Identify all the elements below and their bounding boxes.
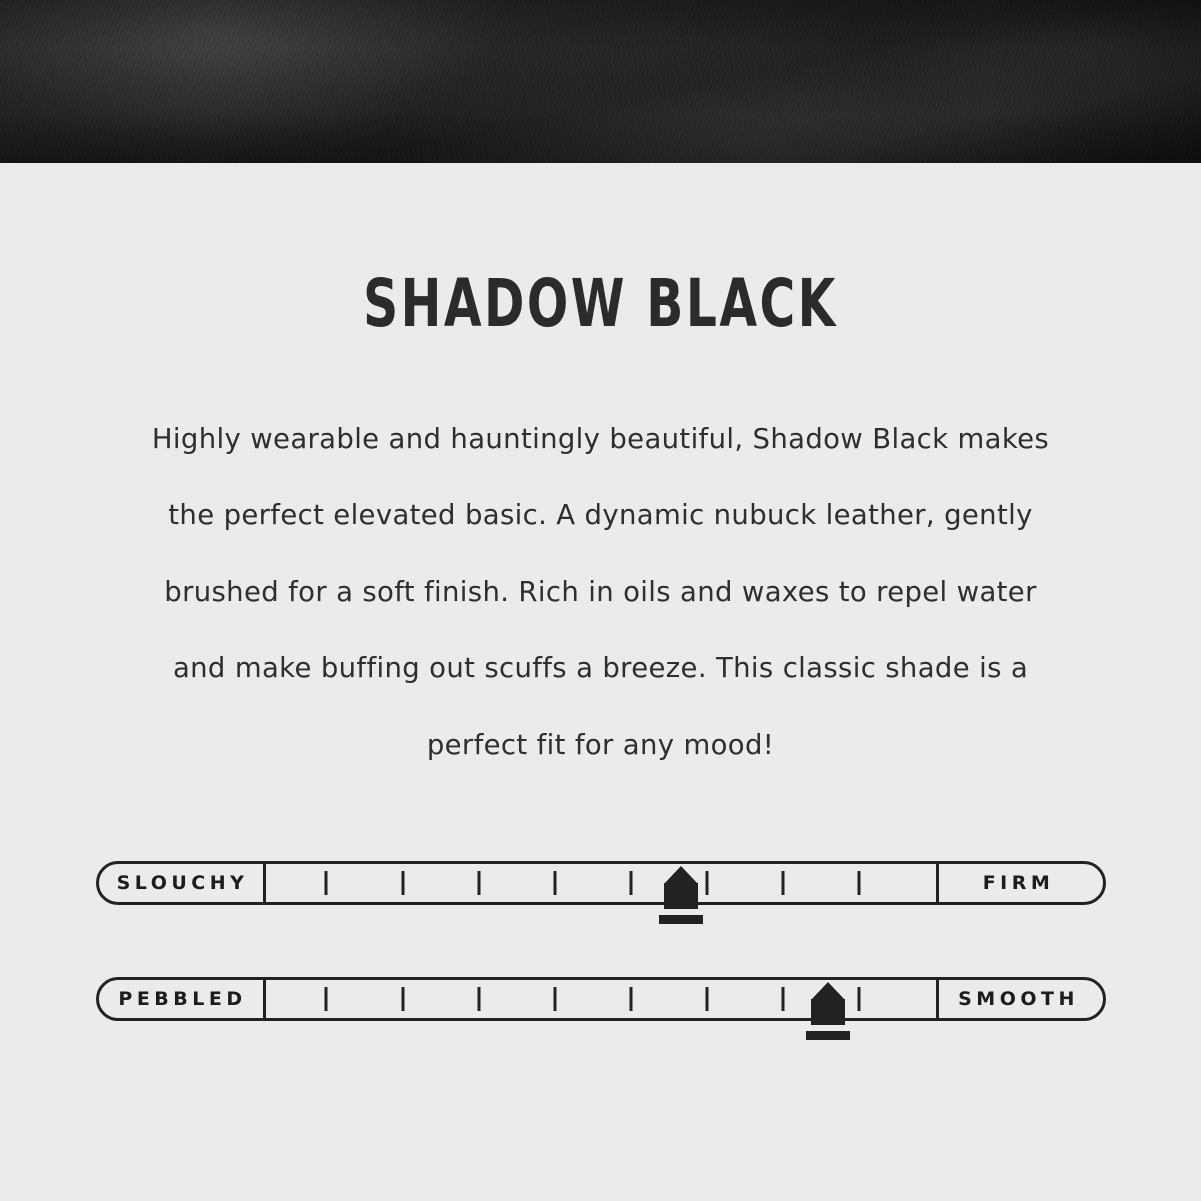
marker-body-icon (811, 999, 845, 1025)
description-text: Highly wearable and hauntingly beautiful, Shadow Black makes the perfect elevated basic. A dynamic nubuck leather, gently brushed for a soft finish. Rich in oils and waxes to repel water and make buffing out scuffs a breeze. This classic shade is a perfect fit for any mood! (151, 423, 1050, 761)
content-area (0, 163, 1201, 1021)
leather-swatch-hero (0, 0, 1201, 163)
scale-tick (477, 987, 480, 1011)
scale-tick (782, 871, 785, 895)
scale-tick (401, 987, 404, 1011)
scale-tick (401, 871, 404, 895)
scale-tick (553, 871, 556, 895)
scale-tick (858, 871, 861, 895)
scale-texture-track[interactable] (266, 980, 936, 1018)
scale-texture-left-label: PEBBLED (99, 980, 266, 1018)
swatch-vignette-layer (0, 0, 1201, 163)
marker-tip-icon (811, 982, 845, 1000)
scale-tick (706, 987, 709, 1011)
scale-tick (706, 871, 709, 895)
scale-tick (325, 871, 328, 895)
scale-tick (553, 987, 556, 1011)
scale-tick (858, 987, 861, 1011)
scale-tick (629, 987, 632, 1011)
scale-texture (96, 977, 1106, 1021)
scale-structure-marker[interactable] (659, 883, 703, 939)
scale-tick (782, 987, 785, 1011)
marker-body-icon (664, 883, 698, 909)
scale-tick (325, 987, 328, 1011)
scale-structure-right-label: FIRM (936, 864, 1103, 902)
marker-base-icon (659, 915, 703, 924)
scale-structure-track[interactable] (266, 864, 936, 902)
scale-tick (629, 871, 632, 895)
attribute-scales (0, 861, 1201, 1021)
scale-structure-left-label: SLOUCHY (99, 864, 266, 902)
scale-structure (96, 861, 1106, 905)
scale-texture-right-label: SMOOTH (936, 980, 1103, 1018)
scale-tick (477, 871, 480, 895)
page-title: SHADOW BLACK (363, 265, 838, 342)
scale-texture-marker[interactable] (806, 999, 850, 1055)
marker-base-icon (806, 1031, 850, 1040)
marker-tip-icon (664, 866, 698, 884)
